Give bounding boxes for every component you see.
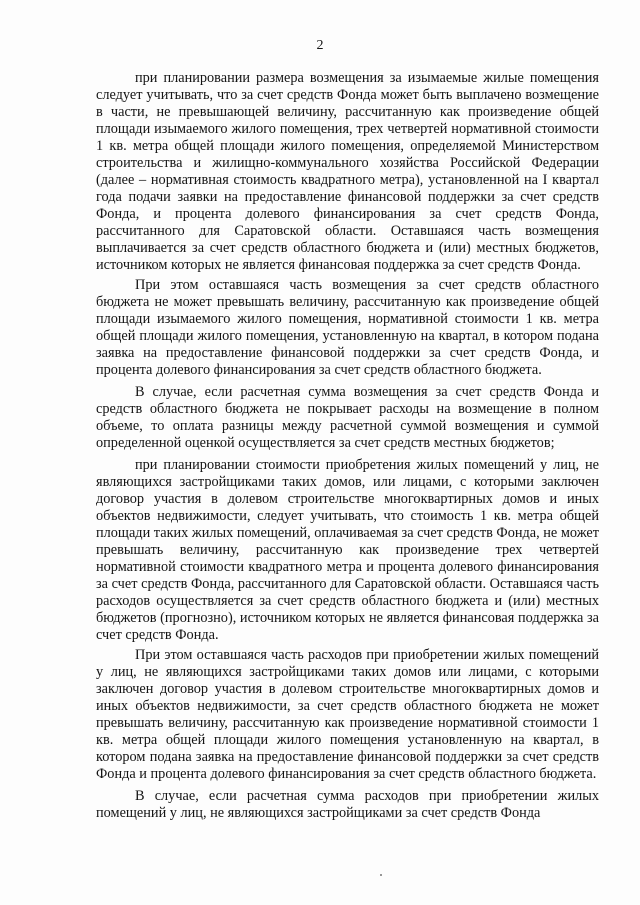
document-body xyxy=(96,70,599,822)
paragraph-regional-budget-limit: При этом оставшаяся часть возмещения за счет средств областного бюджета не может превышать величину, рассчитанную как произведение общей площади изымаемого жилого помещения, нормативной стоимости 1 кв. метра общей площади жилого помещения, установленную на квартал, в котором подана заявка на предоставление финансовой поддержки за счет средств Фонда, и процента долевого финансирования за счет средств областного бюджета. xyxy=(96,277,599,378)
paragraph-local-budget-difference: В случае, если расчетная сумма возмещения за счет средств Фонда и средств областного бюджета не покрывает расходы на возмещение в полном объеме, то оплата разницы между расчетной суммой возмещения и суммой определенной оценкой осуществляется за счет средств местных бюджетов; xyxy=(96,384,599,451)
paragraph-purchase-shortfall: В случае, если расчетная сумма расходов при приобретении жилых помещений у лиц, не являющихся застройщиками за счет средств Фонда xyxy=(96,788,599,821)
paragraph-compensation-planning: при планировании размера возмещения за изымаемые жилые помещения следует учитывать, что за счет средств Фонда может быть выплачено возмещение в части, не превышающей величину, рассчитанную как произведение общей площади изымаемого жилого помещения, трех четвертей нормативной стоимости 1 кв. метра общей площади жилого помещения, определяемой Министерством строительства и жилищно-коммунального хозяйства Российской Федерации (далее – нормативная стоимость квадратного метра), установленной на I квартал года подачи заявки на предоставление финансовой поддержки за счет средств Фонда, и процента долевого финансирования за счет средств Фонда, рассчитанного для Саратовской области. Оставшаяся часть возмещения выплачивается за счет средств областного бюджета и (или) местных бюджетов, источником которых не является финансовая поддержка за счет средств Фонда. xyxy=(96,70,599,273)
scan-speck xyxy=(380,874,382,876)
page-number: 2 xyxy=(316,38,324,53)
paragraph-purchase-regional-limit: При этом оставшаяся часть расходов при приобретении жилых помещений у лиц, не являющихся застройщиками таких домов или лицами, с которыми заключен договор участия в долевом строительстве многоквартирных домов и иных объектов недвижимости, за счет средств областного бюджета не может превышать величину, рассчитанную как произведение нормативной стоимости 1 кв. метра общей площади жилого помещения установленную на квартал, в котором подана заявка на предоставление финансовой поддержки за счет средств Фонда и процента долевого финансирования за счет средств областного бюджета. xyxy=(96,647,599,782)
paragraph-purchase-cost-planning: при планировании стоимости приобретения жилых помещений у лиц, не являющихся застройщиками таких домов, или лицами, с которыми заключен договор участия в долевом строительстве многоквартирных домов и иных объектов недвижимости, следует учитывать, что стоимость 1 кв. метра общей площади таких жилых помещений, оплачиваемая за счет средств Фонда, не может превышать величину, рассчитанную как произведение трех четвертей нормативной стоимости квадратного метра и процента долевого финансирования за счет средств Фонда, рассчитанного для Саратовской области. Оставшаяся часть расходов осуществляется за счет средств областного бюджета и (или) местных бюджетов (прогнозно), источником которых не является финансовая поддержка за счет средств Фонда. xyxy=(96,457,599,643)
